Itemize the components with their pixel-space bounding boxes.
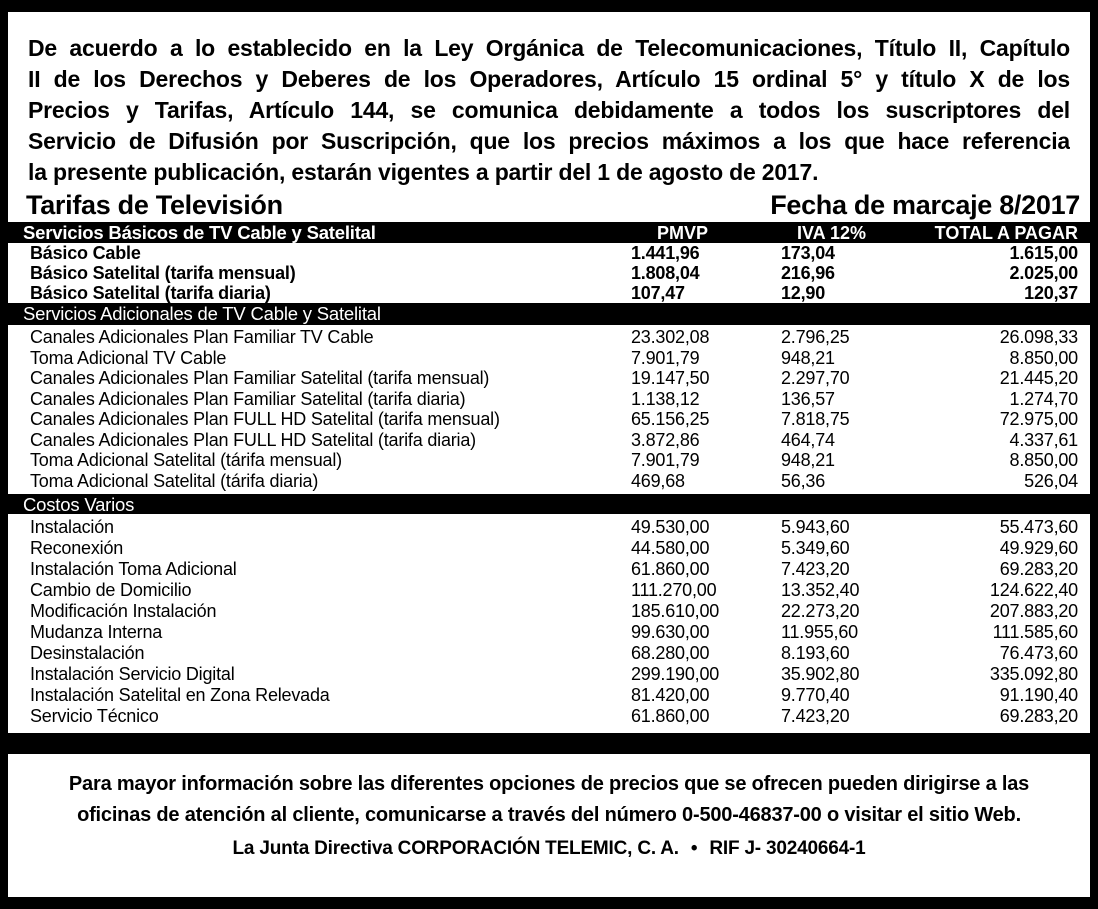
row-pmvp-value: 185.610,00 — [631, 601, 720, 621]
row-total-value: 335.092,80 — [989, 664, 1078, 684]
intro-line: la presente publicación, estarán vigentes a partir del 1 de agosto de 2017. — [28, 159, 819, 185]
row-total-value: 124.622,40 — [989, 580, 1078, 600]
table-row — [8, 430, 1090, 451]
row-pmvp-value: 111.270,00 — [631, 580, 717, 600]
page-title: Tarifas de Televisión — [26, 190, 283, 220]
intro-line: Precios y Tarifas, Artículo 144, se comunica debidamente a todos los suscriptores del — [28, 97, 1070, 123]
intro-line: Servicio de Difusión por Suscripción, que los precios máximos a los que hace referencia — [28, 128, 1070, 154]
row-iva-value: 173,04 — [781, 243, 835, 263]
bullet-separator: • — [690, 838, 698, 859]
row-pmvp-value: 44.580,00 — [631, 538, 710, 558]
intro-line: II de los Derechos y Deberes de los Operadores, Artículo 15 ordinal 5° y título X de los — [28, 66, 1070, 92]
column-header-total: TOTAL A PAGAR — [934, 222, 1078, 243]
row-label: Instalación Toma Adicional — [30, 559, 237, 579]
row-iva-value: 8.193,60 — [781, 643, 850, 663]
row-total-value: 49.929,60 — [999, 538, 1078, 558]
row-pmvp-value: 1.138,12 — [631, 388, 700, 409]
row-iva-value: 11.955,60 — [781, 622, 858, 642]
signature-text: La Junta Directiva CORPORACIÓN TELEMIC, C. A. — [232, 838, 679, 859]
row-label: Básico Cable — [30, 243, 141, 263]
column-header-pmvp: PMVP — [657, 222, 709, 243]
table-row — [8, 538, 1090, 559]
table-row — [8, 471, 1090, 492]
signature-line — [8, 838, 1090, 860]
row-pmvp-value: 7.901,79 — [631, 450, 700, 470]
table-row — [8, 409, 1090, 430]
tariff-table — [8, 222, 1090, 727]
row-total-value: 69.283,20 — [999, 706, 1078, 726]
row-total-value: 111.585,60 — [992, 622, 1078, 642]
row-pmvp-value: 61.860,00 — [631, 706, 710, 726]
row-iva-value: 35.902,80 — [781, 664, 860, 684]
table-row — [8, 368, 1090, 389]
row-label: Canales Adicionales Plan FULL HD Satelital (tarifa diaria) — [30, 429, 476, 450]
table-row — [8, 622, 1090, 643]
row-pmvp-value: 99.630,00 — [631, 622, 710, 642]
section-bar-label: Costos Varios — [23, 494, 135, 515]
row-label: Canales Adicionales Plan FULL HD Satelital (tarifa mensual) — [30, 409, 500, 429]
row-iva-value: 7.423,20 — [781, 559, 850, 579]
row-total-value: 91.190,40 — [999, 685, 1078, 705]
row-pmvp-value: 3.872,86 — [631, 429, 700, 450]
column-header-iva: IVA 12% — [797, 222, 867, 243]
row-iva-value: 7.423,20 — [781, 706, 850, 726]
row-label: Canales Adicionales Plan Familiar Satelital (tarifa mensual) — [30, 368, 490, 388]
table-row — [8, 283, 1090, 303]
table-row — [8, 664, 1090, 685]
row-label: Servicio Técnico — [30, 706, 159, 726]
row-label: Modificación Instalación — [30, 601, 217, 621]
row-iva-value: 13.352,40 — [781, 580, 860, 600]
row-pmvp-value: 68.280,00 — [631, 643, 710, 663]
row-pmvp-value: 469,68 — [631, 470, 685, 491]
row-pmvp-value: 1.808,04 — [631, 263, 700, 283]
row-iva-value: 464,74 — [781, 429, 835, 450]
row-pmvp-value: 299.190,00 — [631, 664, 720, 684]
row-label: Mudanza Interna — [30, 622, 163, 642]
row-total-value: 8.850,00 — [1009, 347, 1078, 368]
table-row — [8, 706, 1090, 727]
row-pmvp-value: 81.420,00 — [631, 685, 710, 705]
row-pmvp-value: 49.530,00 — [631, 517, 710, 537]
main-panel — [8, 12, 1090, 733]
row-iva-value: 216,96 — [781, 263, 835, 283]
row-label: Básico Satelital (tarifa mensual) — [30, 263, 296, 283]
row-total-value: 207.883,20 — [989, 601, 1078, 621]
table-row — [8, 643, 1090, 664]
row-total-value: 120,37 — [1024, 283, 1078, 303]
divider-band — [8, 733, 1090, 754]
rif-text: RIF J- 30240664-1 — [709, 838, 866, 859]
row-label: Toma Adicional Satelital (tárifa mensual) — [30, 450, 342, 470]
section-bar — [8, 494, 1090, 514]
row-iva-value: 948,21 — [781, 347, 835, 368]
row-iva-value: 56,36 — [781, 470, 826, 491]
row-label: Instalación Servicio Digital — [30, 664, 235, 684]
footer-paragraph — [8, 769, 1090, 831]
table-row — [8, 348, 1090, 369]
row-total-value: 8.850,00 — [1009, 450, 1078, 470]
table-row — [8, 580, 1090, 601]
table-row — [8, 450, 1090, 471]
row-total-value: 72.975,00 — [999, 409, 1078, 429]
section-bar — [8, 303, 1090, 325]
row-total-value: 21.445,20 — [999, 368, 1078, 388]
row-pmvp-value: 65.156,25 — [631, 409, 710, 429]
row-label: Instalación — [30, 517, 114, 537]
table-row — [8, 263, 1090, 283]
footer-panel — [8, 754, 1090, 897]
table-row — [8, 243, 1090, 263]
row-iva-value: 12,90 — [781, 283, 826, 303]
row-iva-value: 2.297,70 — [781, 368, 850, 388]
marking-date: Fecha de marcaje 8/2017 — [770, 190, 1080, 220]
row-label: Toma Adicional Satelital (tárifa diaria) — [30, 470, 319, 491]
table-row — [8, 601, 1090, 622]
row-pmvp-value: 7.901,79 — [631, 347, 700, 368]
row-total-value: 4.337,61 — [1009, 429, 1078, 450]
table-row — [8, 389, 1090, 410]
row-label: Básico Satelital (tarifa diaria) — [30, 283, 271, 303]
table-row — [8, 685, 1090, 706]
row-label: Cambio de Domicilio — [30, 580, 192, 600]
row-total-value: 1.274,70 — [1009, 388, 1078, 409]
row-iva-value: 136,57 — [781, 388, 835, 409]
row-pmvp-value: 23.302,08 — [631, 327, 710, 347]
intro-paragraph — [8, 12, 1090, 188]
row-label: Canales Adicionales Plan Familiar Satelital (tarifa diaria) — [30, 388, 466, 409]
intro-line: De acuerdo a lo establecido en la Ley Orgánica de Telecomunicaciones, Título II, Capítulo — [28, 35, 1070, 61]
section-bar-label: Servicios Básicos de TV Cable y Satelital — [23, 222, 376, 243]
row-iva-value: 5.943,60 — [781, 517, 850, 537]
row-pmvp-value: 61.860,00 — [631, 559, 710, 579]
section-bar — [8, 222, 1090, 243]
row-total-value: 76.473,60 — [999, 643, 1078, 663]
row-iva-value: 22.273,20 — [781, 601, 860, 621]
footer-line: oficinas de atención al cliente, comunicarse a través del número 0-500-46837-00 o visitar el sitio Web. — [77, 804, 1021, 826]
row-pmvp-value: 1.441,96 — [631, 243, 700, 263]
title-row — [8, 190, 1090, 222]
row-total-value: 69.283,20 — [999, 559, 1078, 579]
row-pmvp-value: 107,47 — [631, 283, 685, 303]
row-label: Desinstalación — [30, 643, 145, 663]
table-row — [8, 559, 1090, 580]
row-iva-value: 5.349,60 — [781, 538, 850, 558]
row-pmvp-value: 19.147,50 — [631, 368, 710, 388]
row-iva-value: 7.818,75 — [781, 409, 850, 429]
row-total-value: 2.025,00 — [1009, 263, 1078, 283]
row-label: Instalación Satelital en Zona Relevada — [30, 685, 330, 705]
row-iva-value: 2.796,25 — [781, 327, 850, 347]
row-total-value: 26.098,33 — [999, 327, 1078, 347]
row-total-value: 55.473,60 — [999, 517, 1078, 537]
footer-line: Para mayor información sobre las diferentes opciones de precios que se ofrecen pueden dirigirse a las — [68, 773, 1030, 795]
row-total-value: 1.615,00 — [1009, 243, 1078, 263]
table-row — [8, 327, 1090, 348]
row-label: Toma Adicional TV Cable — [30, 347, 227, 368]
row-total-value: 526,04 — [1024, 470, 1078, 491]
section-bar-label: Servicios Adicionales de TV Cable y Satelital — [23, 303, 381, 324]
table-row — [8, 517, 1090, 538]
row-label: Canales Adicionales Plan Familiar TV Cable — [30, 327, 374, 347]
row-iva-value: 948,21 — [781, 450, 835, 470]
row-iva-value: 9.770,40 — [781, 685, 850, 705]
row-label: Reconexión — [30, 538, 124, 558]
